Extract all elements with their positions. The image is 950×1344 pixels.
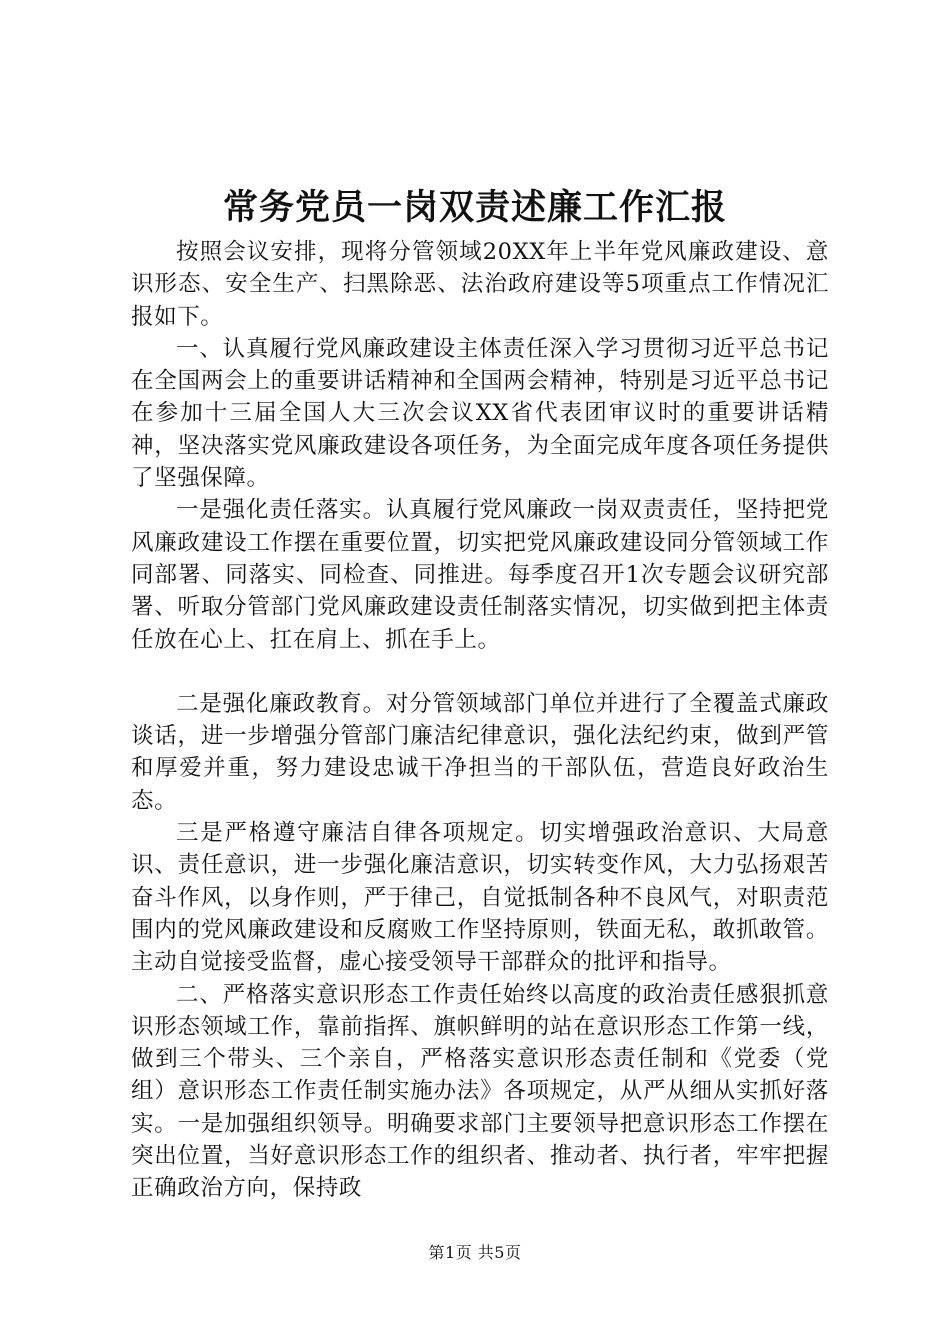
paragraph-section-one: 一、认真履行党风廉政建设主体责任深入学习贯彻习近平总书记在全国两会上的重要讲话精神和全国两会精神，特别是习近平总书记在参加十三届全国人大三次会议XX省代表团审议时的重要讲话精神，坚决落实党风廉政建设各项任务，为全面完成年度各项任务提供了坚强保障。: [131, 335, 829, 492]
paragraph-intro: 按照会议安排，现将分管领域20XX年上半年党风廉政建设、意识形态、安全生产、扫黑除恶、法治政府建设等5项重点工作情况汇报如下。: [131, 239, 829, 330]
paragraph-self-discipline: 三是严格遵守廉洁自律各项规定。切实增强政治意识、大局意识、责任意识，进一步强化廉洁意识，切实转变作风，大力弘扬艰苦奋斗作风，以身作则，严于律己，自觉抵制各种不良风气，对职责范围内的党风廉政建设和反腐败工作坚持原则，铁面无私，敢抓敢管。主动自觉接受监督，虚心接受领导干部群众的批评和指导。: [131, 820, 829, 976]
page-number: 第1页 共5页: [428, 1243, 522, 1262]
document-title: 常务党员一岗双责述廉工作汇报: [222, 187, 727, 228]
paragraph-section-two: 二、严格落实意识形态工作责任始终以高度的政治责任感狠抓意识形态领域工作，靠前指挥、旗帜鲜明的站在意识形态工作第一线，做到三个带头、三个亲自，严格落实意识形态责任制和《党委（党组）意识形态工作责任制实施办法》各项规定，从严从细从实抓好落实。一是加强组织领导。明确要求部门主要领导把意识形态工作摆在突出位置，当好意识形态工作的组织者、推动者、执行者，牢牢把握正确政治方向，保持政: [131, 981, 829, 1202]
document-body: [131, 236, 829, 1205]
paragraph-responsibility: 一是强化责任落实。认真履行党风廉政一岗双责责任，坚持把党风廉政建设工作摆在重要位置，切实把党风廉政建设同分管领域工作同部署、同落实、同检查、同推进。每季度召开1次专题会议研究部署、听取分管部门党风廉政建设责任制落实情况，切实做到把主体责任放在心上、扛在肩上、抓在手上。: [131, 497, 829, 653]
paragraph-education: 二是强化廉政教育。对分管领域部门单位并进行了全覆盖式廉政谈话，进一步增强分管部门廉洁纪律意识，强化法纪约束，做到严管和厚爱并重，努力建设忠诚干净担当的干部队伍，营造良好政治生态。: [131, 690, 829, 814]
